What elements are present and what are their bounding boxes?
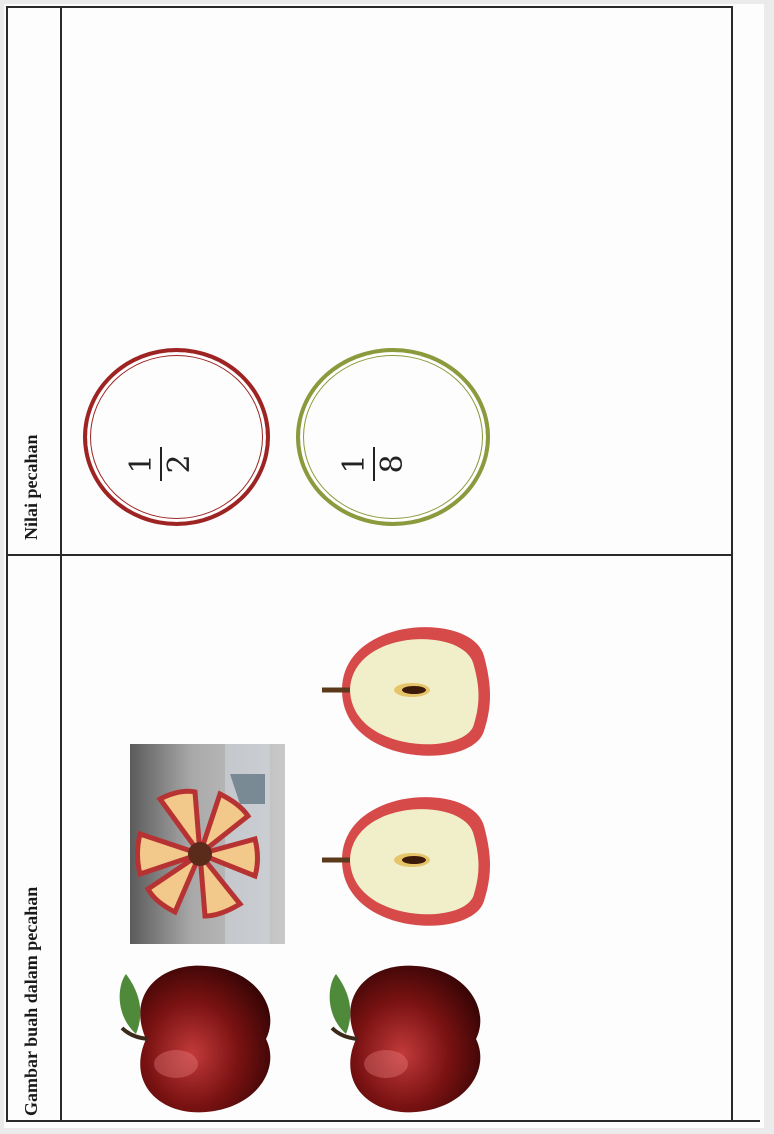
sliced-apple-icon xyxy=(130,744,285,944)
whole-apple-icon xyxy=(116,954,286,1124)
header-divider xyxy=(60,6,62,1122)
denominator: 8 xyxy=(375,454,410,474)
worksheet-page xyxy=(4,4,764,1128)
numerator: 1 xyxy=(337,454,372,474)
column-divider xyxy=(6,554,732,556)
table-border-right xyxy=(731,6,733,1122)
half-apple-icon xyxy=(322,776,492,944)
whole-apple-icon xyxy=(326,954,496,1124)
table-border-top xyxy=(6,6,732,8)
fraction-one-eighth xyxy=(339,434,409,494)
table-border-left xyxy=(6,6,8,1122)
header-picture-column: Gambar buah dalam pecahan xyxy=(21,886,41,1116)
denominator: 2 xyxy=(162,454,197,474)
header-fraction-column: Nilai pecahan xyxy=(21,434,41,540)
numerator: 1 xyxy=(124,454,159,474)
half-apple-icon xyxy=(322,606,492,774)
fraction-one-half xyxy=(126,434,196,494)
